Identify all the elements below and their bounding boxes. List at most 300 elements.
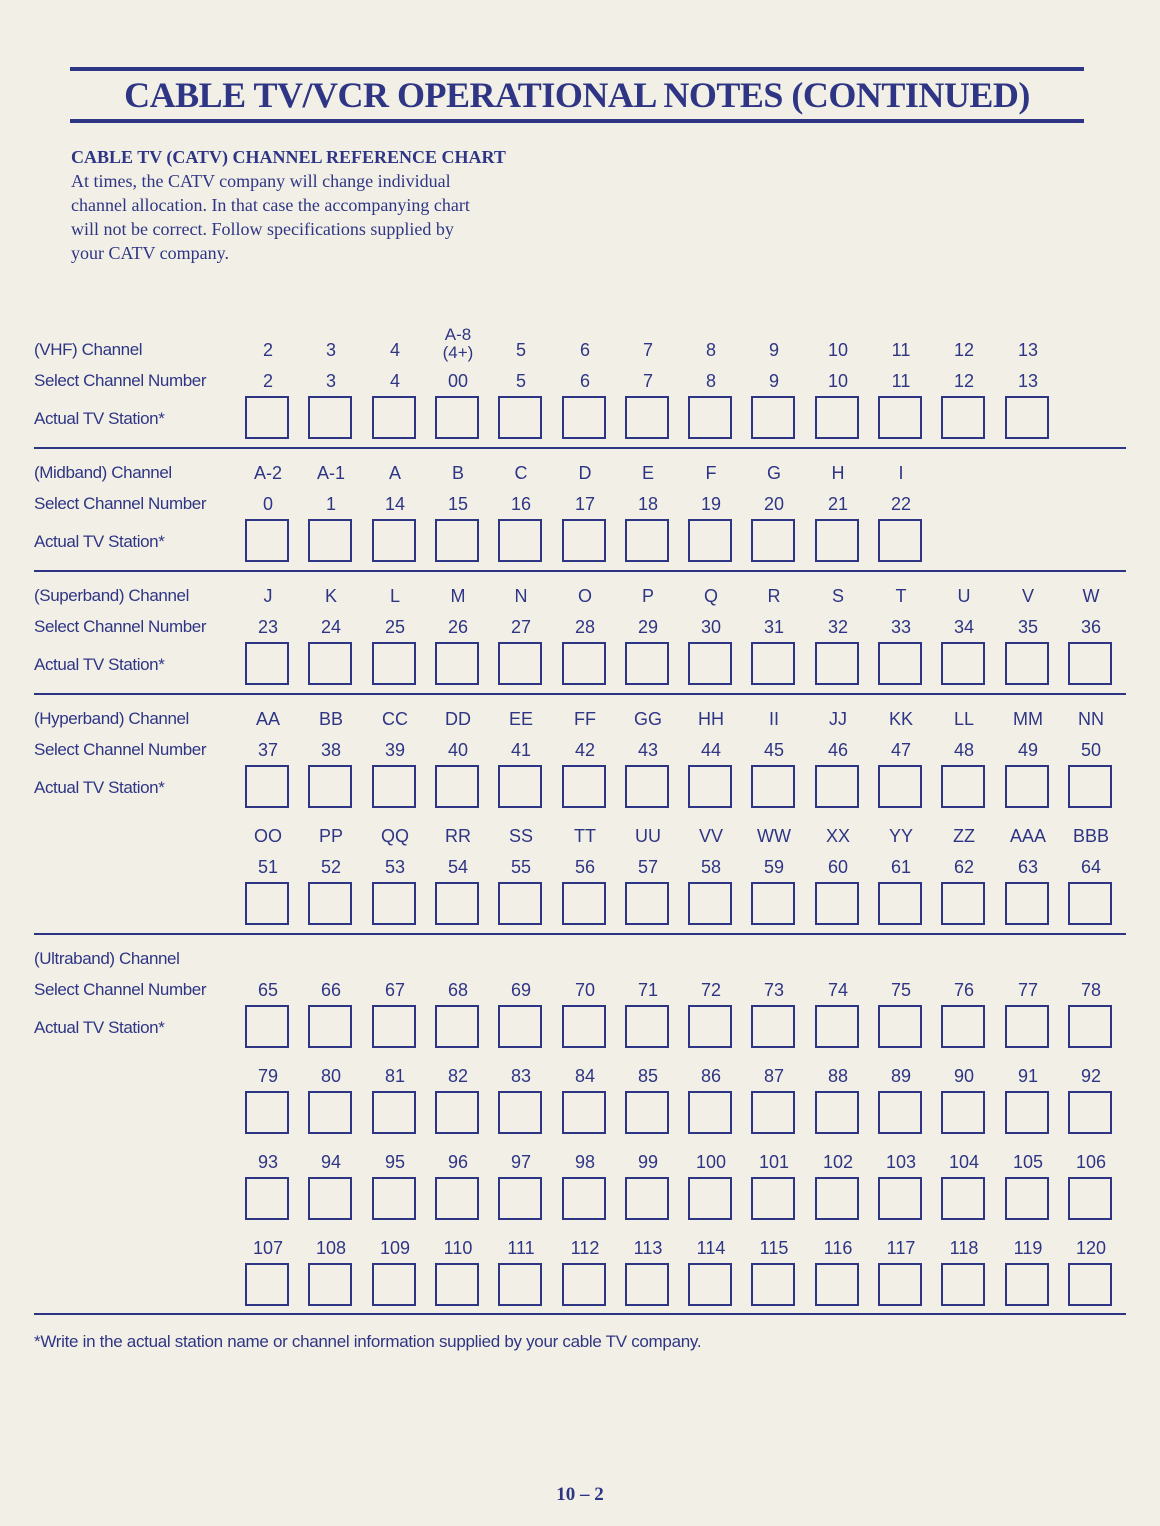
ultraband-select-number-2-cell: 92 xyxy=(1080,1066,1102,1086)
superband-channel-cell: U xyxy=(957,586,971,606)
station-write-in-box[interactable] xyxy=(1068,1263,1112,1306)
ultraband-select-number-4-cell: 112 xyxy=(570,1238,600,1258)
station-write-in-box[interactable] xyxy=(625,1005,669,1048)
superband-station-row xyxy=(0,642,1160,690)
station-write-in-box[interactable] xyxy=(245,1177,289,1220)
ultraband-select-number-cell: 73 xyxy=(763,980,785,1000)
station-write-in-box[interactable] xyxy=(1005,765,1049,808)
station-write-in-box[interactable] xyxy=(878,765,922,808)
ultraband-select-number-2-cell: 80 xyxy=(320,1066,342,1086)
station-write-in-box[interactable] xyxy=(435,642,479,685)
superband-select-number-cell: 35 xyxy=(1017,617,1039,637)
ultraband-select-number-4-cell: 110 xyxy=(443,1238,473,1258)
station-write-in-box[interactable] xyxy=(815,1263,859,1306)
station-write-in-box[interactable] xyxy=(751,642,795,685)
station-write-in-box[interactable] xyxy=(498,882,542,925)
station-write-in-box[interactable] xyxy=(941,765,985,808)
station-write-in-box[interactable] xyxy=(1068,1005,1112,1048)
ultraband-select-number-2-cell: 83 xyxy=(510,1066,532,1086)
vhf-channel-cell: 8 xyxy=(705,340,716,360)
superband-select-number-cell: 26 xyxy=(447,617,469,637)
ultraband-select-number-3-cell: 95 xyxy=(384,1152,406,1172)
vhf-select-number-cell: 9 xyxy=(768,371,779,391)
midband-channel-cell: B xyxy=(451,463,464,483)
station-write-in-box[interactable] xyxy=(245,519,289,562)
station-write-in-box[interactable] xyxy=(1068,882,1112,925)
station-write-in-box[interactable] xyxy=(625,882,669,925)
hyperband-select-number-2-cell: 56 xyxy=(574,857,596,877)
midband-select-number-cell: 14 xyxy=(384,494,406,514)
ultraband-select-number-3-row xyxy=(0,1150,1160,1174)
station-write-in-box[interactable] xyxy=(625,765,669,808)
station-write-in-box[interactable] xyxy=(1068,1091,1112,1134)
ultraband-select-number-cell: 66 xyxy=(320,980,342,1000)
ultraband-select-number-3-cell: 99 xyxy=(637,1152,659,1172)
ultraband-select-number-cell: 78 xyxy=(1080,980,1102,1000)
hyperband-select-number-cell: 49 xyxy=(1017,740,1039,760)
ultraband-select-number-cell: 76 xyxy=(953,980,975,1000)
station-write-in-box[interactable] xyxy=(625,1091,669,1134)
vhf-channel-cell: 3 xyxy=(325,340,336,360)
superband-channel-cell: V xyxy=(1021,586,1034,606)
hyperband-channel-2-cell: RR xyxy=(445,826,471,846)
vhf-channel-cell: 10 xyxy=(827,340,849,360)
station-write-in-box[interactable] xyxy=(308,642,352,685)
ultraband-2-station-row xyxy=(0,1091,1160,1139)
ultraband-select-number-3-cell: 94 xyxy=(320,1152,342,1172)
midband-select-number-cell: 16 xyxy=(510,494,532,514)
station-write-in-box[interactable] xyxy=(751,519,795,562)
station-write-in-box[interactable] xyxy=(941,642,985,685)
ultraband-select-number-2-cell: 90 xyxy=(953,1066,975,1086)
actual-tv-station-label: Actual TV Station* xyxy=(34,1018,165,1037)
superband-channel-cell: R xyxy=(767,586,781,606)
station-write-in-box[interactable] xyxy=(498,1091,542,1134)
hyperband-channel-cell: LL xyxy=(953,709,975,729)
station-write-in-box[interactable] xyxy=(372,882,416,925)
section-divider xyxy=(34,933,1126,935)
hyperband-select-number-cell: 39 xyxy=(384,740,406,760)
station-write-in-box[interactable] xyxy=(1005,642,1049,685)
superband-channel-cell: Q xyxy=(703,586,718,606)
hyperband-channel-2-cell: PP xyxy=(318,826,343,846)
hyperband-select-number-2-cell: 57 xyxy=(637,857,659,877)
vhf-channel-label: (VHF) Channel xyxy=(34,340,143,359)
ultraband-channel-label: (Ultraband) Channel xyxy=(34,949,180,968)
station-write-in-box[interactable] xyxy=(688,765,732,808)
station-write-in-box[interactable] xyxy=(562,1091,606,1134)
station-write-in-box[interactable] xyxy=(941,1263,985,1306)
hyperband-select-number-row xyxy=(0,738,1160,762)
superband-select-number-cell: 32 xyxy=(827,617,849,637)
ultraband-select-number-2-cell: 89 xyxy=(890,1066,912,1086)
station-write-in-box[interactable] xyxy=(372,642,416,685)
ultraband-select-number-4-cell: 114 xyxy=(696,1238,726,1258)
station-write-in-box[interactable] xyxy=(815,642,859,685)
station-write-in-box[interactable] xyxy=(878,1091,922,1134)
vhf-channel-row xyxy=(0,325,1160,362)
vhf-select-number-cell: 6 xyxy=(579,371,590,391)
vhf-channel-cell: 11 xyxy=(891,340,911,360)
midband-select-number-cell: 22 xyxy=(890,494,912,514)
station-write-in-box[interactable] xyxy=(1005,882,1049,925)
midband-channel-cell: D xyxy=(578,463,592,483)
ultraband-select-number-4-cell: 120 xyxy=(1075,1238,1107,1258)
station-write-in-box[interactable] xyxy=(498,1005,542,1048)
hyperband-channel-cell: BB xyxy=(318,709,343,729)
hyperband-select-number-cell: 38 xyxy=(320,740,342,760)
station-write-in-box[interactable] xyxy=(688,1177,732,1220)
midband-channel-cell: I xyxy=(898,463,904,483)
station-write-in-box[interactable] xyxy=(308,1005,352,1048)
ultraband-select-number-4-cell: 113 xyxy=(633,1238,663,1258)
hyperband-channel-2-cell: AAA xyxy=(1009,826,1047,846)
station-write-in-box[interactable] xyxy=(688,396,732,439)
vhf-select-number-row xyxy=(0,369,1160,393)
superband-select-number-cell: 25 xyxy=(384,617,406,637)
ultraband-select-number-4-cell: 115 xyxy=(759,1238,789,1258)
station-write-in-box[interactable] xyxy=(372,396,416,439)
section-divider xyxy=(34,570,1126,572)
station-write-in-box[interactable] xyxy=(1005,1177,1049,1220)
hyperband-channel-2-cell: OO xyxy=(253,826,282,846)
station-write-in-box[interactable] xyxy=(372,1263,416,1306)
station-write-in-box[interactable] xyxy=(498,642,542,685)
hyperband-channel-2-cell: XX xyxy=(825,826,850,846)
station-write-in-box[interactable] xyxy=(245,1091,289,1134)
station-write-in-box[interactable] xyxy=(878,642,922,685)
section-divider xyxy=(34,693,1126,695)
station-write-in-box[interactable] xyxy=(751,882,795,925)
ultraband-select-number-2-cell: 88 xyxy=(827,1066,849,1086)
vhf-select-number-label: Select Channel Number xyxy=(34,371,207,390)
station-write-in-box[interactable] xyxy=(435,765,479,808)
station-write-in-box[interactable] xyxy=(688,1263,732,1306)
station-write-in-box[interactable] xyxy=(815,396,859,439)
station-write-in-box[interactable] xyxy=(941,882,985,925)
midband-select-number-cell: 0 xyxy=(262,494,273,514)
station-write-in-box[interactable] xyxy=(1005,396,1049,439)
station-write-in-box[interactable] xyxy=(498,1177,542,1220)
ultraband-select-number-2-cell: 79 xyxy=(257,1066,279,1086)
ultraband-select-number-cell: 77 xyxy=(1017,980,1039,1000)
ultraband-select-number-4-cell: 119 xyxy=(1013,1238,1043,1258)
ultraband-select-number-2-row xyxy=(0,1064,1160,1088)
ultraband-station-row xyxy=(0,1005,1160,1053)
vhf-channel-cell: 9 xyxy=(768,340,779,360)
station-write-in-box[interactable] xyxy=(815,1005,859,1048)
station-write-in-box[interactable] xyxy=(625,642,669,685)
hyperband-channel-2-cell: ZZ xyxy=(953,826,975,846)
hyperband-select-number-cell: 45 xyxy=(763,740,785,760)
hyperband-channel-2-cell: SS xyxy=(508,826,533,846)
vhf-select-number-cell: 10 xyxy=(827,371,849,391)
hyperband-channel-cell: MM xyxy=(1013,709,1043,729)
midband-channel-cell: F xyxy=(705,463,717,483)
ultraband-select-number-3-cell: 93 xyxy=(257,1152,279,1172)
station-write-in-box[interactable] xyxy=(1068,642,1112,685)
midband-channel-cell: A-2 xyxy=(253,463,282,483)
station-write-in-box[interactable] xyxy=(625,396,669,439)
station-write-in-box[interactable] xyxy=(498,519,542,562)
station-write-in-box[interactable] xyxy=(1068,765,1112,808)
station-write-in-box[interactable] xyxy=(562,519,606,562)
hyperband-channel-cell: KK xyxy=(888,709,913,729)
station-write-in-box[interactable] xyxy=(1068,1177,1112,1220)
hyperband-channel-cell: HH xyxy=(698,709,724,729)
hyperband-select-number-cell: 41 xyxy=(510,740,532,760)
ultraband-select-number-cell: 67 xyxy=(384,980,406,1000)
ultraband-select-number-cell: 68 xyxy=(447,980,469,1000)
hyperband-select-number-2-cell: 51 xyxy=(257,857,279,877)
station-write-in-box[interactable] xyxy=(435,882,479,925)
ultraband-select-number-2-cell: 82 xyxy=(447,1066,469,1086)
superband-channel-cell: O xyxy=(577,586,592,606)
ultraband-select-number-4-cell: 107 xyxy=(252,1238,284,1258)
midband-station-row xyxy=(0,519,1160,567)
hyperband-channel-cell: GG xyxy=(633,709,662,729)
hyperband-channel-cell: NN xyxy=(1078,709,1104,729)
station-write-in-box[interactable] xyxy=(878,1177,922,1220)
superband-select-number-cell: 30 xyxy=(700,617,722,637)
ultraband-select-number-cell: 70 xyxy=(574,980,596,1000)
station-write-in-box[interactable] xyxy=(372,1177,416,1220)
midband-select-number-cell: 20 xyxy=(763,494,785,514)
vhf-channel-cell: 12 xyxy=(953,340,975,360)
hyperband-channel-2-cell: YY xyxy=(888,826,913,846)
ultraband-select-number-2-cell: 84 xyxy=(574,1066,596,1086)
hyperband-select-number-cell: 44 xyxy=(700,740,722,760)
station-write-in-box[interactable] xyxy=(815,1177,859,1220)
station-write-in-box[interactable] xyxy=(435,1005,479,1048)
station-write-in-box[interactable] xyxy=(562,882,606,925)
hyperband-station-row xyxy=(0,765,1160,813)
midband-channel-cell: C xyxy=(514,463,528,483)
hyperband-channel-row xyxy=(0,707,1160,731)
ultraband-select-number-4-cell: 108 xyxy=(315,1238,347,1258)
ultraband-select-number-cell: 65 xyxy=(257,980,279,1000)
station-write-in-box[interactable] xyxy=(878,882,922,925)
hyperband-2-station-row xyxy=(0,882,1160,930)
station-write-in-box[interactable] xyxy=(562,765,606,808)
superband-channel-label: (Superband) Channel xyxy=(34,586,189,605)
vhf-select-number-cell: 11 xyxy=(891,371,911,391)
hyperband-select-number-2-cell: 64 xyxy=(1080,857,1102,877)
superband-select-number-cell: 31 xyxy=(763,617,785,637)
station-write-in-box[interactable] xyxy=(941,1005,985,1048)
hyperband-select-number-label: Select Channel Number xyxy=(34,740,207,759)
station-write-in-box[interactable] xyxy=(372,1091,416,1134)
station-write-in-box[interactable] xyxy=(941,1177,985,1220)
vhf-select-number-cell: 12 xyxy=(953,371,975,391)
station-write-in-box[interactable] xyxy=(562,642,606,685)
ultraband-4-station-row xyxy=(0,1263,1160,1311)
station-write-in-box[interactable] xyxy=(308,1091,352,1134)
station-write-in-box[interactable] xyxy=(498,396,542,439)
ultraband-select-number-cell: 69 xyxy=(510,980,532,1000)
station-write-in-box[interactable] xyxy=(308,882,352,925)
station-write-in-box[interactable] xyxy=(1005,1091,1049,1134)
station-write-in-box[interactable] xyxy=(435,519,479,562)
station-write-in-box[interactable] xyxy=(308,396,352,439)
hyperband-select-number-cell: 50 xyxy=(1080,740,1102,760)
midband-channel-cell: E xyxy=(641,463,654,483)
midband-select-number-cell: 19 xyxy=(700,494,722,514)
hyperband-channel-cell: CC xyxy=(382,709,408,729)
hyperband-channel-cell: EE xyxy=(508,709,533,729)
vhf-channel-cell: 2 xyxy=(262,340,273,360)
superband-channel-cell: W xyxy=(1082,586,1100,606)
station-write-in-box[interactable] xyxy=(562,1177,606,1220)
ultraband-select-number-3-cell: 98 xyxy=(574,1152,596,1172)
hyperband-select-number-2-cell: 61 xyxy=(890,857,912,877)
superband-select-number-cell: 34 xyxy=(953,617,975,637)
vhf-select-number-cell: 3 xyxy=(325,371,336,391)
station-write-in-box[interactable] xyxy=(625,1263,669,1306)
station-write-in-box[interactable] xyxy=(941,396,985,439)
hyperband-select-number-cell: 42 xyxy=(574,740,596,760)
hyperband-select-number-cell: 40 xyxy=(447,740,469,760)
station-write-in-box[interactable] xyxy=(245,1263,289,1306)
station-write-in-box[interactable] xyxy=(435,1177,479,1220)
hyperband-channel-cell: II xyxy=(768,709,779,729)
hyperband-channel-2-cell: VV xyxy=(698,826,723,846)
station-write-in-box[interactable] xyxy=(815,519,859,562)
midband-channel-row xyxy=(0,461,1160,485)
superband-channel-cell: N xyxy=(514,586,528,606)
ultraband-select-number-2-cell: 81 xyxy=(384,1066,406,1086)
station-write-in-box[interactable] xyxy=(878,396,922,439)
hyperband-select-number-cell: 43 xyxy=(637,740,659,760)
station-write-in-box[interactable] xyxy=(308,765,352,808)
header-rule-bottom xyxy=(70,119,1084,123)
vhf-station-row xyxy=(0,396,1160,444)
station-write-in-box[interactable] xyxy=(435,1091,479,1134)
hyperband-select-number-2-row xyxy=(0,855,1160,879)
station-write-in-box[interactable] xyxy=(751,1005,795,1048)
hyperband-channel-cell: JJ xyxy=(829,709,847,729)
station-write-in-box[interactable] xyxy=(498,1263,542,1306)
superband-select-number-cell: 28 xyxy=(574,617,596,637)
ultraband-select-number-4-cell: 109 xyxy=(379,1238,411,1258)
superband-select-number-cell: 24 xyxy=(320,617,342,637)
ultraband-select-number-3-cell: 106 xyxy=(1075,1152,1107,1172)
station-write-in-box[interactable] xyxy=(245,1005,289,1048)
ultraband-select-number-cell: 72 xyxy=(700,980,722,1000)
hyperband-select-number-2-cell: 58 xyxy=(700,857,722,877)
hyperband-select-number-2-cell: 60 xyxy=(827,857,849,877)
hyperband-select-number-cell: 47 xyxy=(890,740,912,760)
station-write-in-box[interactable] xyxy=(435,1263,479,1306)
superband-channel-cell: S xyxy=(831,586,844,606)
station-write-in-box[interactable] xyxy=(245,765,289,808)
station-write-in-box[interactable] xyxy=(751,1091,795,1134)
ultraband-select-number-cell: 71 xyxy=(637,980,659,1000)
ultraband-select-number-3-cell: 101 xyxy=(758,1152,790,1172)
superband-select-number-label: Select Channel Number xyxy=(34,617,207,636)
station-write-in-box[interactable] xyxy=(878,519,922,562)
station-write-in-box[interactable] xyxy=(625,1177,669,1220)
hyperband-channel-cell: AA xyxy=(255,709,280,729)
station-write-in-box[interactable] xyxy=(625,519,669,562)
midband-channel-cell: A-1 xyxy=(316,463,345,483)
vhf-channel-cell: 6 xyxy=(579,340,590,360)
station-write-in-box[interactable] xyxy=(1005,1263,1049,1306)
superband-select-number-row xyxy=(0,615,1160,639)
hyperband-channel-cell: DD xyxy=(445,709,471,729)
station-write-in-box[interactable] xyxy=(751,765,795,808)
ultraband-select-number-2-cell: 91 xyxy=(1017,1066,1039,1086)
ultraband-select-number-4-cell: 116 xyxy=(823,1238,853,1258)
station-write-in-box[interactable] xyxy=(688,519,732,562)
station-write-in-box[interactable] xyxy=(372,765,416,808)
station-write-in-box[interactable] xyxy=(372,1005,416,1048)
vhf-channel-cell: 7 xyxy=(642,340,653,360)
station-write-in-box[interactable] xyxy=(878,1005,922,1048)
station-write-in-box[interactable] xyxy=(245,882,289,925)
ultraband-select-number-row xyxy=(0,978,1160,1002)
ultraband-channel-row xyxy=(0,947,1160,971)
station-write-in-box[interactable] xyxy=(688,882,732,925)
ultraband-select-number-2-cell: 86 xyxy=(700,1066,722,1086)
station-write-in-box[interactable] xyxy=(372,519,416,562)
hyperband-select-number-cell: 37 xyxy=(257,740,279,760)
station-write-in-box[interactable] xyxy=(941,1091,985,1134)
hyperband-channel-2-cell: BBB xyxy=(1072,826,1110,846)
station-write-in-box[interactable] xyxy=(562,396,606,439)
station-write-in-box[interactable] xyxy=(308,519,352,562)
station-write-in-box[interactable] xyxy=(751,1177,795,1220)
station-write-in-box[interactable] xyxy=(562,1263,606,1306)
vhf-select-number-cell: 4 xyxy=(389,371,400,391)
station-write-in-box[interactable] xyxy=(688,1005,732,1048)
midband-channel-cell: G xyxy=(766,463,781,483)
station-write-in-box[interactable] xyxy=(308,1177,352,1220)
ultraband-select-number-3-cell: 105 xyxy=(1012,1152,1044,1172)
station-write-in-box[interactable] xyxy=(498,765,542,808)
superband-channel-cell: L xyxy=(389,586,400,606)
ultraband-select-number-label: Select Channel Number xyxy=(34,980,207,999)
actual-tv-station-label: Actual TV Station* xyxy=(34,409,165,428)
hyperband-select-number-cell: 46 xyxy=(827,740,849,760)
ultraband-select-number-cell: 74 xyxy=(827,980,849,1000)
station-write-in-box[interactable] xyxy=(815,1091,859,1134)
vhf-channel-cell: 13 xyxy=(1017,340,1039,360)
vhf-select-number-cell: 13 xyxy=(1017,371,1039,391)
station-write-in-box[interactable] xyxy=(751,396,795,439)
hyperband-channel-2-cell: UU xyxy=(635,826,661,846)
station-write-in-box[interactable] xyxy=(435,396,479,439)
station-write-in-box[interactable] xyxy=(308,1263,352,1306)
station-write-in-box[interactable] xyxy=(751,1263,795,1306)
station-write-in-box[interactable] xyxy=(1005,1005,1049,1048)
ultraband-select-number-3-cell: 103 xyxy=(885,1152,917,1172)
station-write-in-box[interactable] xyxy=(245,642,289,685)
station-write-in-box[interactable] xyxy=(245,396,289,439)
hyperband-select-number-cell: 48 xyxy=(953,740,975,760)
hyperband-channel-2-cell: TT xyxy=(574,826,596,846)
actual-tv-station-label: Actual TV Station* xyxy=(34,778,165,797)
station-write-in-box[interactable] xyxy=(688,642,732,685)
station-write-in-box[interactable] xyxy=(562,1005,606,1048)
station-write-in-box[interactable] xyxy=(878,1263,922,1306)
station-write-in-box[interactable] xyxy=(815,765,859,808)
station-write-in-box[interactable] xyxy=(688,1091,732,1134)
station-write-in-box[interactable] xyxy=(815,882,859,925)
ultraband-select-number-3-cell: 102 xyxy=(822,1152,854,1172)
midband-channel-label: (Midband) Channel xyxy=(34,463,172,482)
midband-channel-cell: A xyxy=(388,463,401,483)
